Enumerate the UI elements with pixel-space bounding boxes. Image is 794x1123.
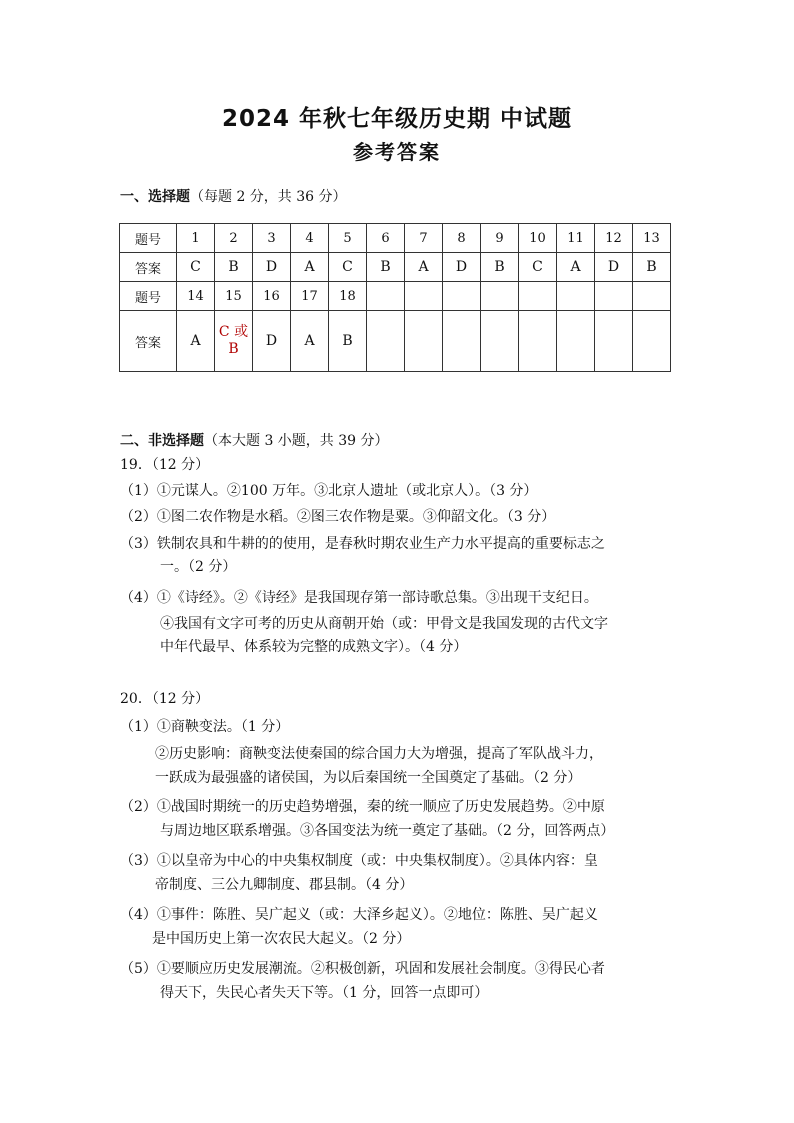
table-cell: [633, 282, 671, 311]
section1-title: 一、选择题: [120, 189, 190, 205]
q20-answer-1-cont2: 一跃成为最强盛的诸侯国，为以后秦国统一全国奠定了基础。（2 分）: [155, 770, 582, 786]
section1-heading: [120, 186, 347, 206]
table-cell: 11: [557, 224, 595, 253]
table-cell: 1: [177, 224, 215, 253]
page-subtitle: 参考答案: [353, 140, 441, 164]
table-cell: [367, 282, 405, 311]
table-cell: D: [443, 253, 481, 282]
section1-note: （每题 2 分，共 36 分）: [190, 189, 347, 205]
q20-answer-2-cont: 与周边地区联系增强。③各国变法为统一奠定了基础。（2 分，回答两点）: [160, 823, 615, 839]
table-cell: [557, 282, 595, 311]
q20-answer-4-cont: 是中国历史上第一次农民大起义。（2 分）: [152, 931, 411, 947]
table-cell: C: [329, 253, 367, 282]
table-cell: 2: [215, 224, 253, 253]
q19-answer-4-cont2: 中年代最早、体系较为完整的成熟文字）。（4 分）: [160, 639, 468, 655]
section2-note: （本大题 3 小题，共 39 分）: [204, 433, 389, 449]
q20-answer-1: （1）①商鞅变法。（1 分）: [120, 719, 290, 735]
table-cell: [405, 282, 443, 311]
table-cell: 8: [443, 224, 481, 253]
table-cell: B: [481, 253, 519, 282]
q20-answer-1-cont: ②历史影响：商鞅变法使秦国的综合国力大为增强，提高了军队战斗力，: [155, 746, 603, 762]
table-cell: A: [405, 253, 443, 282]
table-cell: A: [291, 253, 329, 282]
table-cell: 9: [481, 224, 519, 253]
table-cell: 18: [329, 282, 367, 311]
table-cell: 15: [215, 282, 253, 311]
table-cell: 4: [291, 224, 329, 253]
table-cell: 16: [253, 282, 291, 311]
table-cell: [481, 282, 519, 311]
q19-answer-1: （1）①元谋人。②100 万年。③北京人遗址（或北京人）。（3 分）: [120, 483, 538, 499]
table-cell: 3: [253, 224, 291, 253]
table-cell: 5: [329, 224, 367, 253]
table-cell: D: [253, 253, 291, 282]
q19-heading: 19．（12 分）: [120, 457, 210, 473]
table-cell: B: [633, 253, 671, 282]
table-cell: C: [519, 253, 557, 282]
q19-answer-3: （3）铁制农具和牛耕的的使用，是春秋时期农业生产力水平提高的重要标志之: [120, 536, 605, 552]
table-cell: 17: [291, 282, 329, 311]
table-cell: B: [329, 311, 367, 372]
table-cell: [595, 282, 633, 311]
table-cell: [519, 282, 557, 311]
table-row: [120, 253, 671, 282]
table-cell: [481, 311, 519, 372]
table-row: [120, 224, 671, 253]
table-cell: D: [595, 253, 633, 282]
table-cell: [405, 311, 443, 372]
table-cell: 6: [367, 224, 405, 253]
q19-answer-4: （4）①《诗经》。②《诗经》是我国现存第一部诗歌总集。③出现干支纪日。: [120, 590, 598, 606]
q19-answer-2: （2）①图二农作物是水稻。②图三农作物是粟。③仰韶文化。（3 分）: [120, 509, 556, 525]
table-cell: 10: [519, 224, 557, 253]
table-header-cell: 题号: [120, 282, 177, 311]
q19-answer-3-cont: 一。（2 分）: [160, 559, 237, 575]
q20-answer-3: （3）①以皇帝为中心的中央集权制度（或：中央集权制度）。②具体内容：皇: [120, 853, 598, 869]
table-cell: [595, 311, 633, 372]
table-cell: 14: [177, 282, 215, 311]
table-cell: A: [557, 253, 595, 282]
table-cell: 7: [405, 224, 443, 253]
table-cell: [443, 282, 481, 311]
table-header-cell: 答案: [120, 253, 177, 282]
table-cell: [633, 311, 671, 372]
q20-answer-2: （2）①战国时期统一的历史趋势增强，秦的统一顺应了历史发展趋势。②中原: [120, 799, 605, 815]
table-cell: D: [253, 311, 291, 372]
table-header-cell: 答案: [120, 311, 177, 372]
q20-answer-5: （5）①要顺应历史发展潮流。②积极创新，巩固和发展社会制度。③得民心者: [120, 961, 605, 977]
answer-table: [119, 223, 671, 372]
q19-answer-4-cont: ④我国有文字可考的历史从商朝开始（或：甲骨文是我国发现的古代文字: [160, 616, 608, 632]
q20-answer-3-cont: 帝制度、三公九卿制度、郡县制。（4 分）: [155, 877, 414, 893]
table-cell: [557, 311, 595, 372]
table-cell: A: [291, 311, 329, 372]
table-header-cell: 题号: [120, 224, 177, 253]
table-cell: A: [177, 311, 215, 372]
table-cell: B: [367, 253, 405, 282]
table-cell: B: [215, 253, 253, 282]
table-cell: [519, 311, 557, 372]
table-row: [120, 311, 671, 372]
table-row: [120, 282, 671, 311]
table-cell: C: [177, 253, 215, 282]
table-cell: [367, 311, 405, 372]
table-cell: 13: [633, 224, 671, 253]
q20-answer-4: （4）①事件：陈胜、吴广起义（或：大泽乡起义）。②地位：陈胜、吴广起义: [120, 907, 598, 923]
section2-title: 二、非选择题: [120, 433, 204, 449]
q20-answer-5-cont: 得天下，失民心者失天下等。（1 分，回答一点即可）: [160, 985, 489, 1001]
table-cell-highlight: C 或 B: [215, 311, 253, 372]
table-cell: 12: [595, 224, 633, 253]
q20-heading: 20．（12 分）: [120, 691, 210, 707]
page-title: 2024 年秋七年级历史期 中试题: [221, 106, 573, 132]
section2-heading: [120, 430, 389, 450]
table-cell: [443, 311, 481, 372]
